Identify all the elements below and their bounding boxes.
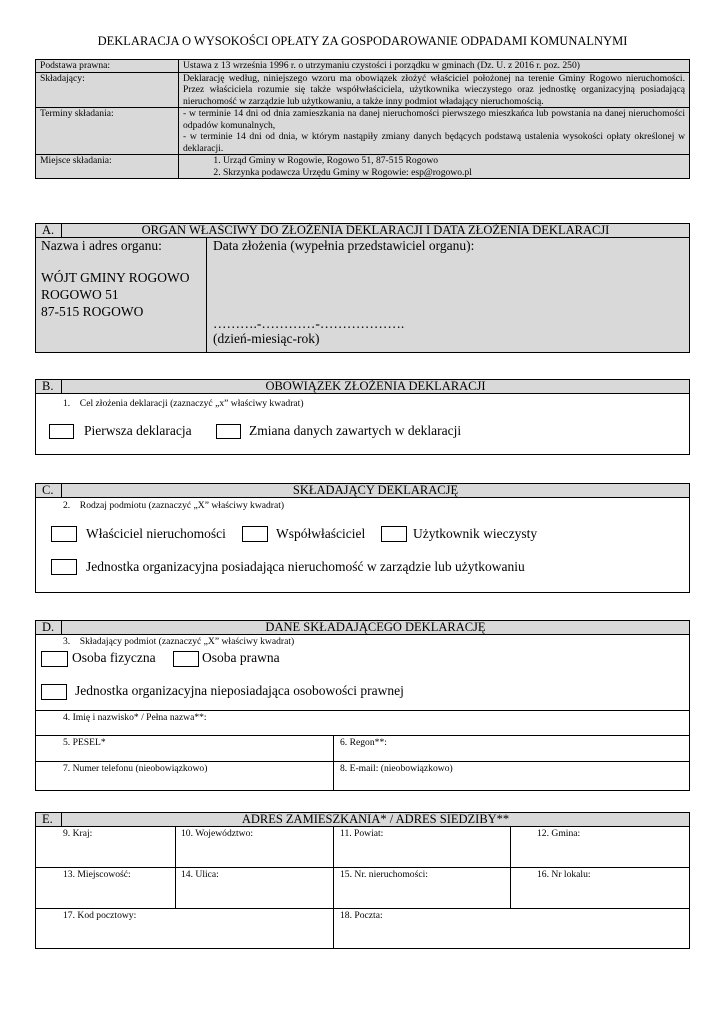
field-regon[interactable]: 6. Regon**: — [340, 737, 387, 748]
section-c-title: SKŁADAJĄCY DEKLARACJĘ — [292, 483, 459, 497]
question-1-num: 1. — [63, 398, 71, 409]
section-d-title: DANE SKŁADAJĄCEGO DEKLARACJĘ — [265, 620, 486, 634]
d-col-line — [333, 735, 334, 791]
question-2-text: Rodzaj podmiotu (zaznaczyć „X” właściwy kwadrat) — [79, 500, 285, 511]
e-col-line-3 — [510, 826, 511, 908]
d-row-line-3 — [35, 761, 690, 762]
field-miejscowosc[interactable]: 13. Miejscowość: — [63, 869, 131, 880]
document-title: DEKLARACJA O WYSOKOŚCI OPŁATY ZA GOSPODAROWANIE ODPADAMI KOMUNALNYMI — [97, 34, 628, 48]
date-dots[interactable]: ……….-…………-………………. — [213, 316, 405, 331]
field-nr-nieruchomosci[interactable]: 15. Nr. nieruchomości: — [340, 869, 428, 880]
skladajacy-label: Składający: — [36, 72, 179, 108]
checkbox-jednostka-np[interactable] — [41, 684, 67, 700]
field-kod-pocztowy[interactable]: 17. Kod pocztowy: — [63, 910, 137, 921]
e-col-line-2 — [333, 826, 334, 949]
terminy-text-1: - w terminie 14 dni od dnia zamieszkania na danej nieruchomości pierwszego mieszkańca lub powstania na danej nieruchomości odpadów komunalnych, — [183, 108, 685, 131]
e-col-line-1 — [175, 826, 176, 908]
question-3-text: Składający podmiot (zaznaczyć „X” właściwy kwadrat) — [79, 636, 295, 647]
d-row-line-1 — [35, 710, 690, 711]
section-b-title: OBOWIĄZEK ZŁOŻENIA DEKLARACJI — [265, 379, 486, 393]
terminy-text-2: - w terminie 14 dni od dnia, w którym nastąpiły zmiany danych będących podstawą ustalenia wysokości opłaty określonej w deklaracji. — [183, 131, 685, 154]
opt-osoba-prawna: Osoba prawna — [202, 650, 280, 665]
field-wojewodztwo[interactable]: 10. Województwo: — [181, 828, 254, 839]
miejsce-item-2: 2. Skrzynka podawcza Urzędu Gminy w Rogowie: esp@rogowo.pl — [223, 167, 685, 179]
checkbox-wlasciciel[interactable] — [51, 526, 77, 542]
opt-jednostka: Jednostka organizacyjna posiadająca nieruchomość w zarządzie lub użytkowaniu — [86, 559, 525, 574]
date-format: (dzień-miesiąc-rok) — [213, 331, 320, 346]
d-row-line-2 — [35, 735, 690, 736]
question-1 — [63, 398, 304, 409]
section-c-body — [35, 497, 690, 593]
section-d-header — [35, 620, 690, 635]
terminy-label: Terminy składania: — [36, 108, 179, 155]
e-row-line-2 — [35, 908, 690, 909]
podstawa-label: Podstawa prawna: — [36, 60, 179, 73]
checkbox-wspolwlasciciel[interactable] — [242, 526, 268, 542]
organ-line-2: ROGOWO 51 — [41, 287, 119, 302]
opt-wlasciciel: Właściciel nieruchomości — [86, 526, 226, 541]
field-ulica[interactable]: 14. Ulica: — [181, 869, 219, 880]
section-b-header — [35, 379, 690, 394]
field-kraj[interactable]: 9. Kraj: — [63, 828, 93, 839]
section-b-letter: B. — [36, 380, 62, 393]
section-d-letter: D. — [36, 621, 62, 634]
section-c-letter: C. — [36, 484, 62, 497]
info-table — [35, 59, 690, 179]
field-powiat[interactable]: 11. Powiat: — [340, 828, 384, 839]
question-2-num: 2. — [63, 500, 71, 511]
question-3 — [63, 636, 294, 647]
section-c-header — [35, 483, 690, 498]
organ-name-label: Nazwa i adres organu: — [41, 238, 162, 253]
section-a-divider — [206, 237, 207, 353]
field-telefon[interactable]: 7. Numer telefonu (nieobowiązkowo) — [63, 763, 208, 774]
organ-address — [41, 269, 190, 320]
question-2 — [63, 500, 284, 511]
question-1-text: Cel złożenia deklaracji (zaznaczyć „x” właściwy kwadrat) — [79, 398, 304, 409]
miejsce-text — [179, 155, 690, 179]
section-e-header — [35, 812, 690, 827]
checkbox-uzytkownik[interactable] — [381, 526, 407, 542]
field-nr-lokalu[interactable]: 16. Nr lokalu: — [537, 869, 591, 880]
skladajacy-text: Deklarację według, niniejszego wzoru ma obowiązek złożyć właściciel położonej na terenie Gminy Rogowo nieruchomości. Przez właściciela rozumie się także współwłaściciela, użytkownika wieczystego oraz jednostkę organizacyjną posiadającą nieruchomość w zarządzie lub użytkowaniu, a także inny podmiot władający nieruchomością. — [179, 72, 690, 108]
organ-line-3: 87-515 ROGOWO — [41, 304, 144, 319]
checkbox-osoba-fizyczna[interactable] — [41, 651, 68, 667]
field-imie-nazwisko[interactable]: 4. Imię i nazwisko* / Pełna nazwa**: — [63, 712, 207, 723]
section-e-title: ADRES ZAMIESZKANIA* / ADRES SIEDZIBY** — [241, 812, 510, 826]
checkbox-pierwsza[interactable] — [49, 424, 74, 439]
opt-pierwsza: Pierwsza deklaracja — [84, 423, 192, 438]
checkbox-osoba-prawna[interactable] — [173, 651, 199, 667]
opt-jednostka-np: Jednostka organizacyjna nieposiadająca osobowości prawnej — [75, 683, 404, 698]
section-e-letter: E. — [36, 813, 62, 826]
section-a-letter: A. — [36, 224, 62, 237]
checkbox-jednostka[interactable] — [51, 559, 77, 575]
section-a-title: ORGAN WŁAŚCIWY DO ZŁOŻENIA DEKLARACJI I DATA ZŁOŻENIA DEKLARACJI — [141, 223, 610, 237]
field-poczta[interactable]: 18. Poczta: — [340, 910, 383, 921]
checkbox-zmiana[interactable] — [216, 424, 241, 439]
field-gmina[interactable]: 12. Gmina: — [537, 828, 581, 839]
podstawa-text: Ustawa z 13 września 1996 r. o utrzymaniu czystości i porządku w gminach (Dz. U. z 2016 r. poz. 250) — [179, 60, 690, 73]
e-row-line-1 — [35, 867, 690, 868]
opt-zmiana: Zmiana danych zawartych w deklaracji — [249, 423, 462, 438]
question-3-num: 3. — [63, 636, 71, 647]
section-a-header — [35, 223, 690, 238]
miejsce-item-1: 1. Urząd Gminy w Rogowie, Rogowo 51, 87-515 Rogowo — [223, 155, 685, 167]
opt-uzytkownik: Użytkownik wieczysty — [413, 526, 538, 541]
opt-osoba-fizyczna: Osoba fizyczna — [72, 650, 156, 665]
opt-wspolwlasciciel: Współwłaściciel — [276, 526, 366, 541]
terminy-text — [179, 108, 690, 155]
field-pesel[interactable]: 5. PESEL* — [63, 737, 106, 748]
field-email[interactable]: 8. E-mail: (nieobowiązkowo) — [340, 763, 453, 774]
date-label: Data złożenia (wypełnia przedstawiciel organu): — [213, 238, 475, 253]
section-e-body — [35, 826, 690, 949]
miejsce-label: Miejsce składania: — [36, 155, 179, 179]
organ-line-1: WÓJT GMINY ROGOWO — [41, 270, 190, 285]
